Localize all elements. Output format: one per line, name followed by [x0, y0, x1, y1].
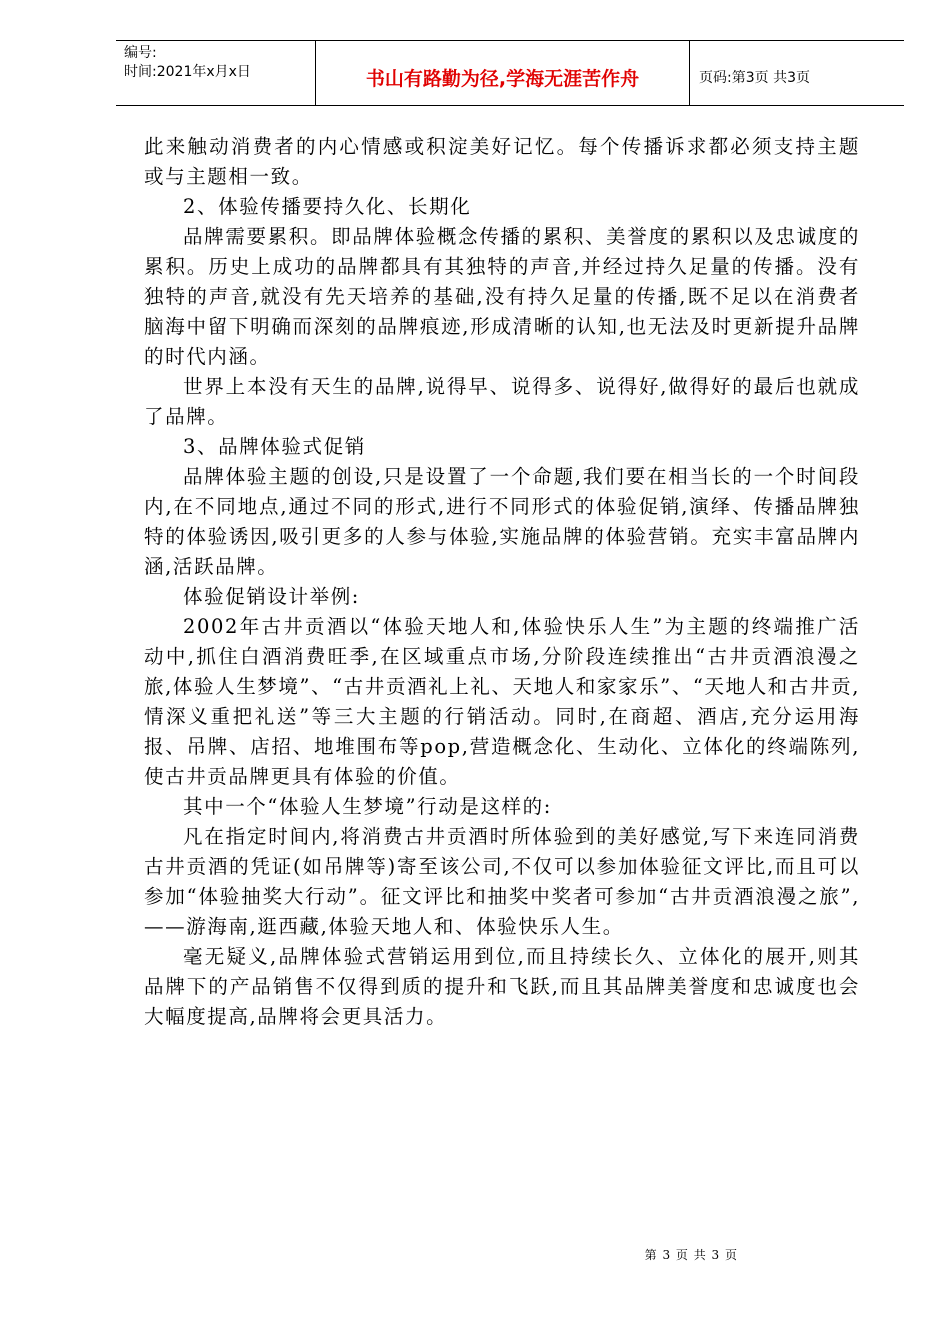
page-footer — [0, 1246, 950, 1263]
paragraph-continuation: 此来触动消费者的内心情感或积淀美好记忆。每个传播诉求都必须支持主题或与主题相一致。 — [144, 135, 860, 188]
paragraph: 凡在指定时间内,将消费古井贡酒时所体验到的美好感觉,写下来连同消费古井贡酒的凭证(如吊牌等)寄至该公司,不仅可以参加体验征文评比,而且可以参加“体验抽奖大行动”。征文评比和抽奖中奖者可参加“古井贡酒浪漫之旅”,——游海南,逛西藏,体验天地人和、体验快乐人生。 — [144, 825, 860, 938]
header-meta-cell — [116, 41, 316, 105]
paragraph: 2002年古井贡酒以“体验天地人和,体验快乐人生”为主题的终端推广活动中,抓住白酒消费旺季,在区域重点市场,分阶段连续推出“古井贡酒浪漫之旅,体验人生梦境”、“古井贡酒礼上礼、天地人和家家乐”、“天地人和古井贡,情深义重把礼送”等三大主题的行销活动。同时,在商超、酒店,充分运用海报、吊牌、店招、地堆围布等pop,营造概念化、生动化、立体化的终端陈列,使古井贡品牌更具有体验的价值。 — [144, 615, 860, 788]
section-heading-2: 2、体验传播要持久化、长期化 — [183, 195, 472, 218]
paragraph: 世界上本没有天生的品牌,说得早、说得多、说得好,做得好的最后也就成了品牌。 — [144, 375, 860, 428]
paragraph: 毫无疑义,品牌体验式营销运用到位,而且持续长久、立体化的展开,则其品牌下的产品销售不仅得到质的提升和飞跃,而且其品牌美誉度和忠诚度也会大幅度提高,品牌将会更具活力。 — [144, 945, 860, 1028]
paragraph: 其中一个“体验人生梦境”行动是这样的: — [183, 795, 552, 818]
section-heading-3: 3、品牌体验式促销 — [183, 435, 366, 458]
header-page-label: 页码:第3页 共3页 — [699, 70, 810, 86]
header-motto: 书山有路勤为径,学海无涯苦作舟 — [316, 41, 690, 105]
document-body — [144, 132, 860, 1032]
number-label: 编号: — [124, 45, 157, 61]
paragraph: 品牌需要累积。即品牌体验概念传播的累积、美誉度的累积以及忠诚度的累积。历史上成功的品牌都具有其独特的声音,并经过持久足量的传播。没有独特的声音,就没有先天培养的基础,没有持久足量的传播,既不足以在消费者脑海中留下明确而深刻的品牌痕迹,形成清晰的认知,也无法及时更新提升品牌的时代内涵。 — [144, 225, 860, 368]
page-header — [116, 40, 904, 106]
paragraph: 体验促销设计举例: — [183, 585, 360, 608]
paragraph: 品牌体验主题的创设,只是设置了一个命题,我们要在相当长的一个时间段内,在不同地点,通过不同的形式,进行不同形式的体验促销,演绎、传播品牌独特的体验诱因,吸引更多的人参与体验,实施品牌的体验营销。充实丰富品牌内涵,活跃品牌。 — [144, 465, 860, 578]
footer-page-number: 第 3 页 共 3 页 — [644, 1248, 738, 1262]
time-label: 时间:2021年x月x日 — [124, 64, 251, 80]
